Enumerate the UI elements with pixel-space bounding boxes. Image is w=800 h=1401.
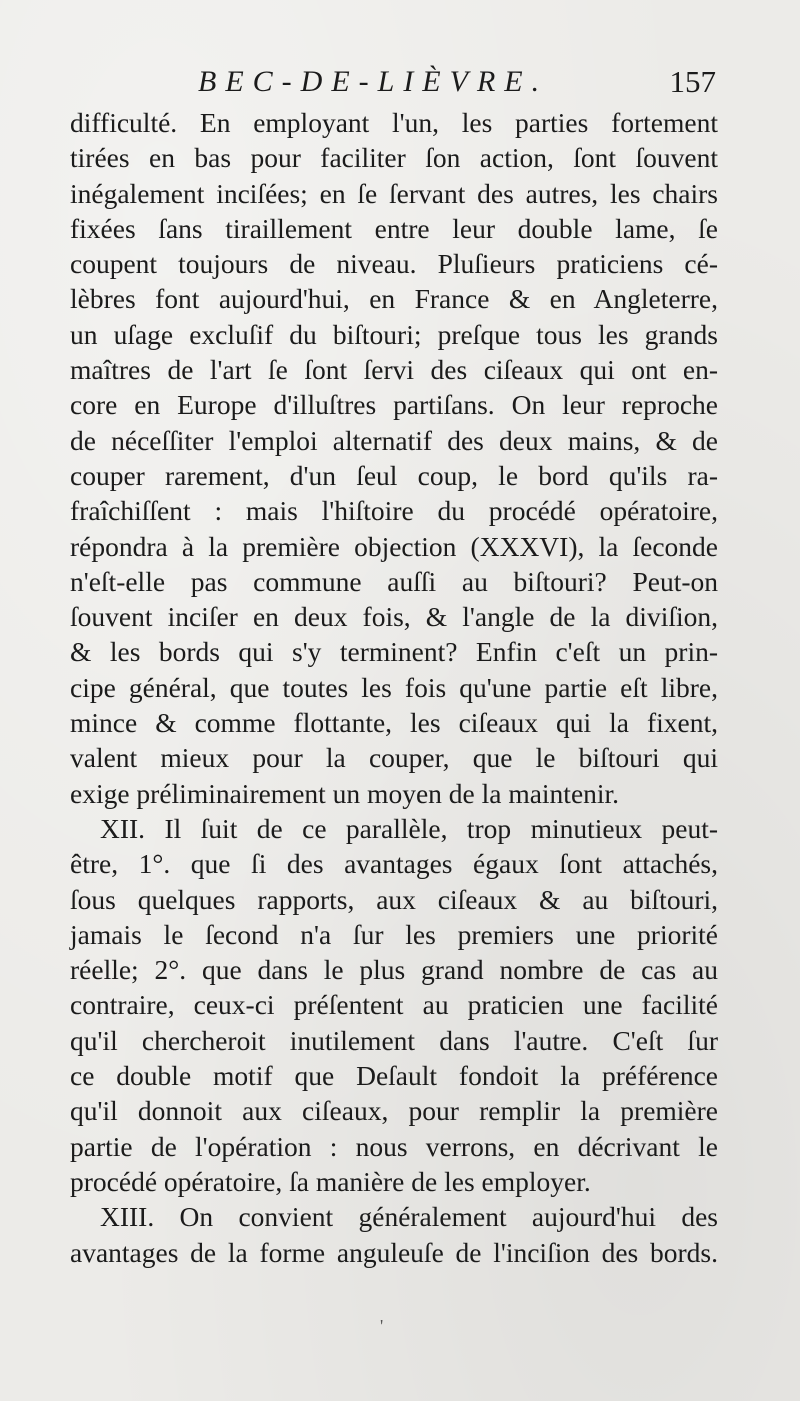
text-line: valent mieux pour la couper, que le biſtouri qui — [70, 742, 718, 774]
text-line: de néceſſiter l'emploi alternatif des deux mains, & de — [70, 424, 718, 456]
text-line: fixées ſans tiraillement entre leur double lame, ſe — [70, 212, 718, 244]
paragraph-first-line: XIII. On convient généralement aujourd'hui des — [100, 1201, 718, 1233]
text-line: ſous quelques rapports, aux ciſeaux & au biſtouri, — [70, 883, 718, 915]
text-line: ſouvent inciſer en deux fois, & l'angle de la diviſion, — [70, 601, 718, 633]
text-line: fraîchiſſent : mais l'hiſtoire du procédé opératoire, — [70, 495, 718, 527]
page-number: 157 — [669, 64, 716, 99]
text-line: core en Europe d'illuſtres partiſans. On leur reproche — [70, 389, 718, 421]
page-mark: ' — [380, 1316, 384, 1336]
running-title: BEC-DE-LIÈVRE. — [198, 65, 549, 98]
text-line: n'eſt-elle pas commune auſſi au biſtouri? Peut-on — [70, 565, 718, 597]
text-line: qu'il donnoit aux ciſeaux, pour remplir la première — [70, 1095, 718, 1127]
text-line: maîtres de l'art ſe ſont ſervi des ciſeaux qui ont en- — [70, 354, 718, 386]
text-line: partie de l'opération : nous verrons, en décrivant le — [70, 1130, 718, 1162]
text-line: contraire, ceux-ci préſentent au praticien une facilité — [70, 989, 718, 1021]
paragraph-first-line: XII. Il ſuit de ce parallèle, trop minutieux peut- — [100, 812, 718, 844]
text-line: qu'il chercheroit inutilement dans l'autre. C'eſt ſur — [70, 1024, 718, 1056]
running-head — [0, 62, 800, 102]
text-line: lèbres font aujourd'hui, en France & en Angleterre, — [70, 283, 718, 315]
text-line: jamais le ſecond n'a ſur les premiers une priorité — [70, 918, 718, 950]
text-line: avantages de la forme anguleuſe de l'inciſion des bords. — [70, 1236, 718, 1268]
text-line: tirées en bas pour faciliter ſon action, ſont ſouvent — [70, 142, 718, 174]
text-line: ce double motif que Deſault fondoit la préférence — [70, 1060, 718, 1092]
paragraph-last-line: procédé opératoire, ſa manière de les employer. — [70, 1165, 591, 1197]
text-line: & les bords qui s'y terminent? Enfin c'eſt un prin- — [70, 636, 718, 668]
text-line: mince & comme flottante, les ciſeaux qui la fixent, — [70, 707, 718, 739]
text-line: réelle; 2°. que dans le plus grand nombre de cas au — [70, 954, 718, 986]
text-line: cipe général, que toutes les fois qu'une partie eſt libre, — [70, 671, 718, 703]
text-line: répondra à la première objection (XXXVI), la ſeconde — [70, 530, 718, 562]
paragraph-last-line: exige préliminairement un moyen de la maintenir. — [70, 777, 620, 809]
body-text — [70, 105, 718, 1270]
text-line: difficulté. En employant l'un, les parties fortement — [70, 107, 718, 138]
text-line: être, 1°. que ſi des avantages égaux ſont attachés, — [70, 848, 718, 880]
text-line: coupent toujours de niveau. Pluſieurs praticiens cé- — [70, 248, 718, 280]
text-line: inégalement inciſées; en ſe ſervant des autres, les chairs — [70, 177, 718, 209]
text-line: un uſage excluſif du biſtouri; preſque tous les grands — [70, 318, 718, 350]
text-line: couper rarement, d'un ſeul coup, le bord qu'ils ra- — [70, 459, 718, 491]
